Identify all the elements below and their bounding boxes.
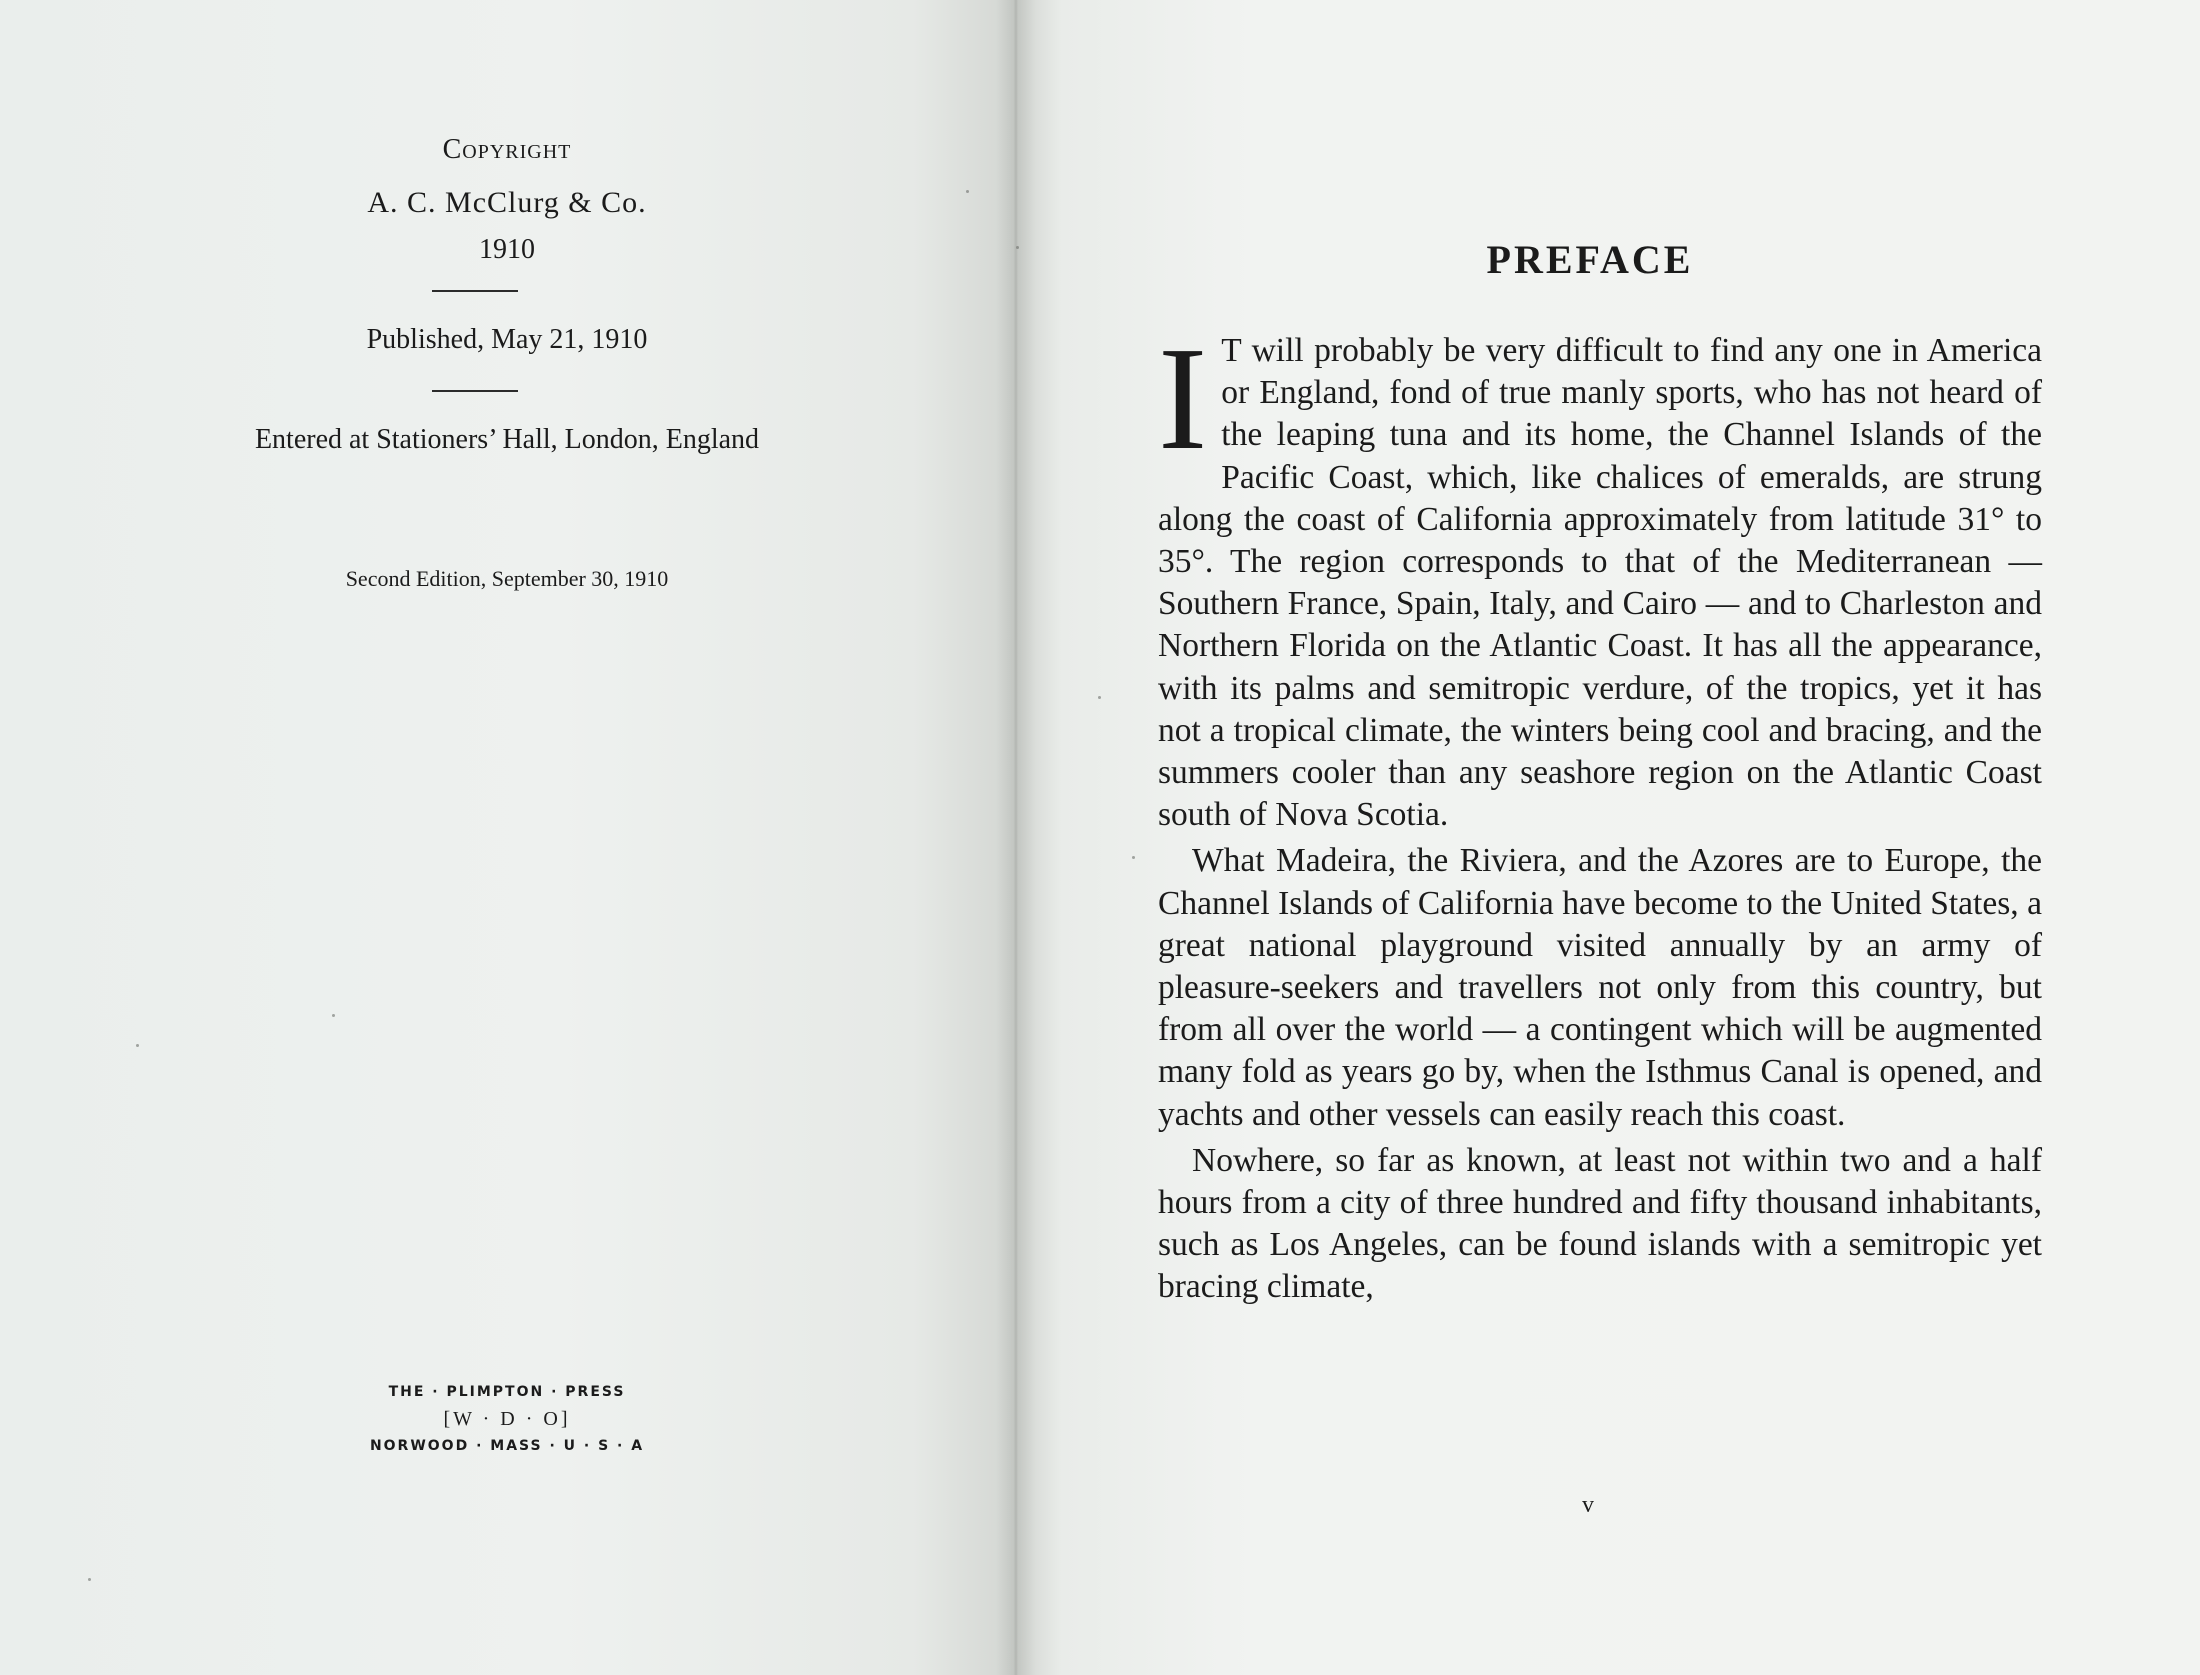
entered-notice: Entered at Stationers’ Hall, London, England bbox=[254, 424, 760, 455]
paper-speck bbox=[1098, 696, 1101, 699]
publisher-name: A. C. McClurg & Co. bbox=[367, 186, 647, 219]
page-number: v bbox=[1582, 1492, 1594, 1518]
paper-speck bbox=[1132, 856, 1135, 859]
second-edition-note: Second Edition, September 30, 1910 bbox=[345, 566, 669, 591]
copyright-year: 1910 bbox=[479, 234, 535, 265]
paragraph-text: T will probably be very difficult to find any one in America or England, fond of true manly sports, who has not heard of the leaping tuna and its home, the Channel Islands of the Pacific Coast, which, like chalices of emeralds, are strung along the coast of California approximately from latitude 31° to 35°. The region corresponds to that of the Mediterranean — Southern France, Spain, Italy, and Cairo — and to Charleston and Northern Florida on the Atlantic Coast. It has all the appearance, with its palms and semitropic verdure, of the tropics, yet it has not a tropical climate, the winters being cool and bracing, and the summers cooler than any seashore region on the Atlantic Coast south of Nova Scotia. bbox=[1158, 332, 2042, 834]
divider-rule bbox=[432, 390, 518, 392]
paper-speck bbox=[136, 1044, 139, 1047]
paper-speck bbox=[88, 1578, 91, 1581]
published-date: Published, May 21, 1910 bbox=[366, 324, 648, 355]
paper-speck bbox=[1016, 246, 1019, 249]
copyright-heading: Copyright bbox=[442, 134, 572, 165]
paper-speck bbox=[966, 190, 969, 193]
paragraph: Nowhere, so far as known, at least not within two and a half hours from a city of three hundred and fifty thousand inhabitants, such as Los Angeles, can be found islands with a semitropic yet bracing climate, bbox=[1158, 1141, 2042, 1306]
divider-rule bbox=[432, 290, 518, 292]
paper-speck bbox=[332, 1014, 335, 1017]
page-title: PREFACE bbox=[1486, 237, 1694, 282]
press-imprint-line-1: THE · PLIMPTON · PRESS bbox=[388, 1384, 626, 1400]
preface-body bbox=[1158, 317, 2042, 1309]
book-gutter bbox=[996, 0, 1036, 1675]
left-page bbox=[0, 0, 1014, 1675]
paragraph bbox=[1158, 317, 2042, 836]
press-imprint-line-3: NORWOOD · MASS · U · S · A bbox=[369, 1438, 645, 1454]
drop-cap: I bbox=[1158, 317, 1208, 481]
paragraph: What Madeira, the Riviera, and the Azores are to Europe, the Channel Islands of California have become to the United States, a great national playground visited annually by an army of pleasure-seekers and travellers not only from this country, but from all over the world — a contingent which will be augmented many fold as years go by, when the Isthmus Canal is opened, and yachts and other vessels can easily reach this coast. bbox=[1158, 842, 2042, 1133]
press-imprint-line-2: [W · D · O] bbox=[443, 1408, 571, 1430]
